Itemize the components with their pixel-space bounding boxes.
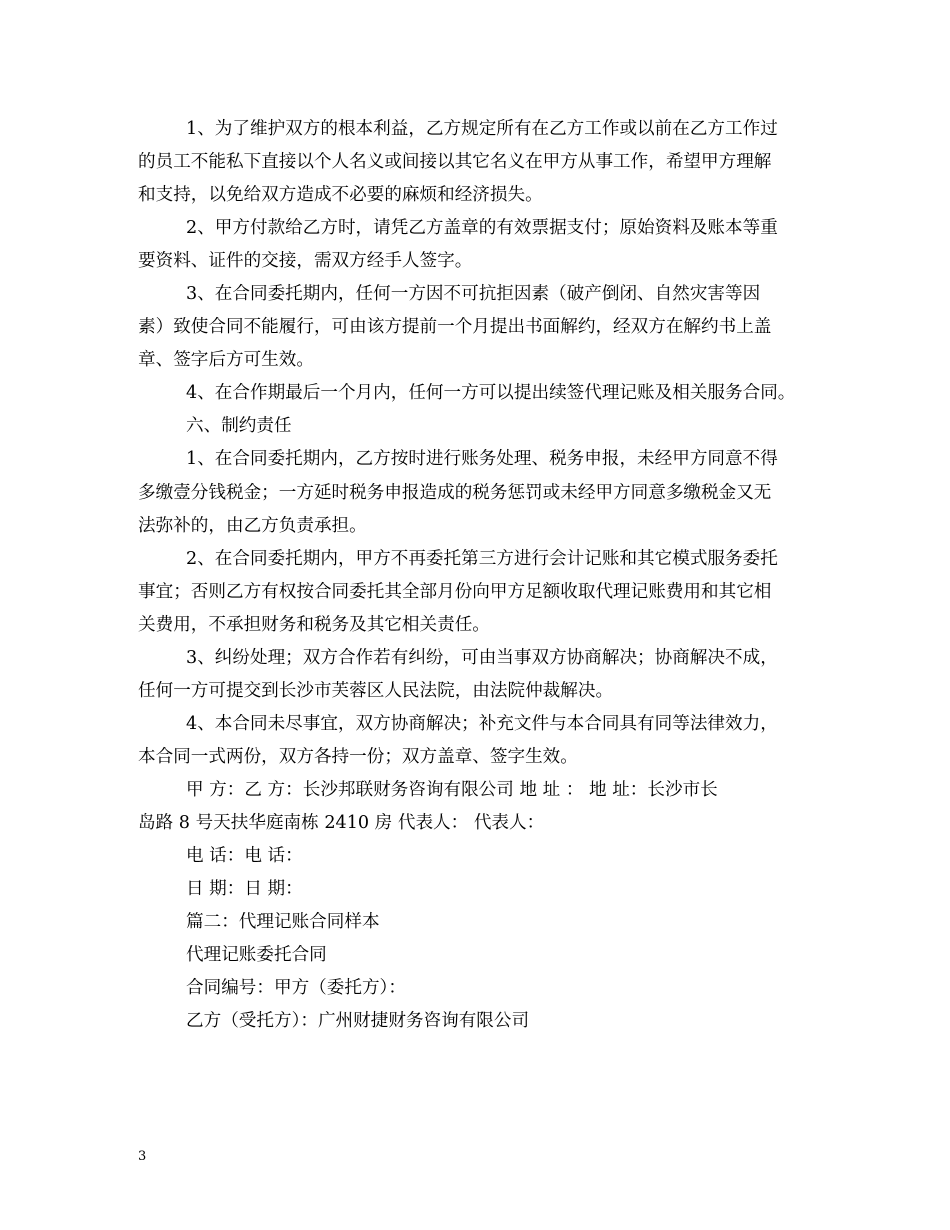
text-line: 素）致使合同不能履行，可由该方提前一个月提出书面解约，经双方在解约书上盖 xyxy=(138,317,772,338)
chapter-heading: 篇二：代理记账合同样本 xyxy=(186,912,380,933)
text-line: 事宜；否则乙方有权按合同委托其全部月份向甲方足额收取代理记账费用和其它相 xyxy=(138,581,772,602)
date-line: 日 期：日 期： xyxy=(186,879,303,900)
text-line: 要资料、证件的交接，需双方经手人签字。 xyxy=(138,251,473,272)
document-body xyxy=(138,116,828,1041)
text-line: 1、为了维护双方的根本利益，乙方规定所有在乙方工作或以前在乙方工作过 xyxy=(186,119,778,139)
text-line: 3、纠纷处理；双方合作若有纠纷，可由当事双方协商解决；协商解决不成， xyxy=(186,647,778,668)
text-line: 的员工不能私下直接以个人名义或间接以其它名义在甲方从事工作，希望甲方理解 xyxy=(138,152,772,173)
text-line: 2、甲方付款给乙方时，请凭乙方盖章的有效票据支付；原始资料及账本等重 xyxy=(186,218,778,239)
contract-number-line: 合同编号：甲方（委托方）： xyxy=(186,978,406,999)
text-line: 法弥补的，由乙方负责承担。 xyxy=(138,515,367,536)
section-heading: 六、制约责任 xyxy=(186,416,292,437)
text-line: 任何一方可提交到长沙市芙蓉区人民法院，由法院仲裁解决。 xyxy=(138,680,614,701)
text-line: 4、本合同未尽事宜，双方协商解决；补充文件与本合同具有同等法律效力， xyxy=(186,713,778,734)
signature-line: 岛路 8 号天扶华庭南栋 2410 房 代表人： 代表人： xyxy=(138,812,545,833)
text-line: 多缴壹分钱税金；一方延时税务申报造成的税务惩罚或未经甲方同意多缴税金又无 xyxy=(138,482,772,503)
text-line: 2、在合同委托期内，甲方不再委托第三方进行会计记账和其它模式服务委托 xyxy=(186,548,778,569)
text-line: 关费用，不承担财务和税务及其它相关责任。 xyxy=(138,614,490,635)
text-line: 章、签字后方可生效。 xyxy=(138,350,314,371)
text-line: 和支持，以免给双方造成不必要的麻烦和经济损失。 xyxy=(138,185,543,206)
text-line: 4、在合作期最后一个月内，任何一方可以提出续签代理记账及相关服务合同。 xyxy=(186,383,796,404)
contract-title: 代理记账委托合同 xyxy=(186,945,327,966)
signature-line: 甲 方：乙 方：长沙邦联财务咨询有限公司 地 址 ： 地 址：长沙市长 xyxy=(186,779,718,800)
text-line: 本合同一式两份，双方各持一份；双方盖章、签字生效。 xyxy=(138,746,578,767)
text-line: 1、在合同委托期内，乙方按时进行账务处理、税务申报，未经甲方同意不得 xyxy=(186,449,778,470)
text-line: 3、在合同委托期内，任何一方因不可抗拒因素（破产倒闭、自然灾害等因 xyxy=(186,284,761,305)
page-number: 3 xyxy=(138,1149,147,1164)
party-b-line: 乙方（受托方）：广州财捷财务咨询有限公司 xyxy=(186,1011,530,1032)
phone-line: 电 话：电 话： xyxy=(186,846,303,867)
